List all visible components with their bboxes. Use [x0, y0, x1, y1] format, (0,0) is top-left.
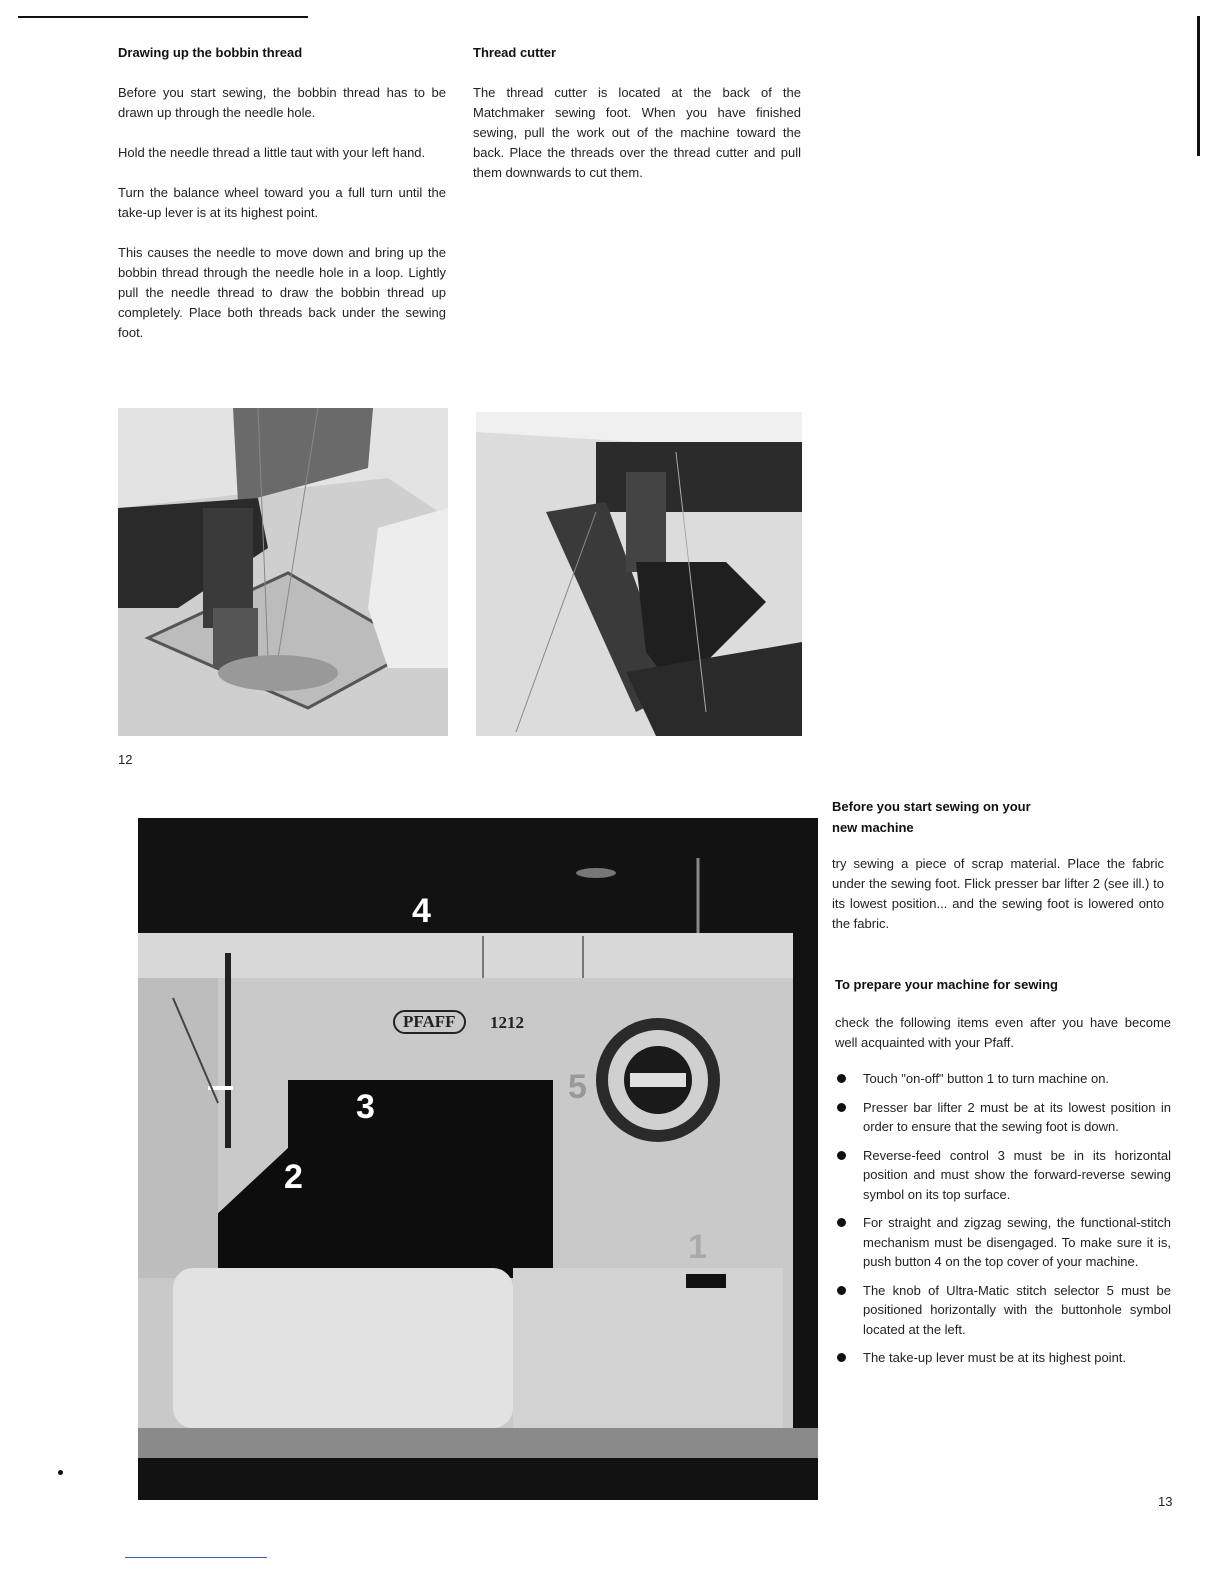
prepare-heading: To prepare your machine for sewing: [835, 977, 1058, 992]
callout-2: 2: [284, 1158, 303, 1196]
checklist-item-text: Touch "on-off" button 1 to turn machine on.: [863, 1071, 1110, 1086]
checklist-item: [835, 1213, 1171, 1272]
before-heading-line2: new machine: [832, 820, 914, 835]
callout-1: 1: [688, 1228, 707, 1266]
checklist-item-text: The take-up lever must be at its highest point.: [863, 1350, 1127, 1365]
bullet-icon: [837, 1074, 846, 1083]
bullet-icon: [837, 1151, 846, 1160]
checklist-item: [835, 1069, 1171, 1089]
cutter-section: [473, 42, 801, 183]
checklist-item-text: For straight and zigzag sewing, the functional-stitch mechanism must be disengaged. To make sure it is, push button 4 on the top cover of your machine.: [863, 1215, 1171, 1269]
cutter-photo: [476, 412, 802, 736]
before-paragraph: try sewing a piece of scrap material. Place the fabric under the sewing foot. Flick presser bar lifter 2 (see ill.) to its lowest position... and the sewing foot is lowered onto the fabric.: [832, 856, 1164, 931]
bobbin-paragraph-2: Hold the needle thread a little taut with your left hand.: [118, 145, 426, 160]
right-margin-rule: [1197, 16, 1200, 156]
bobbin-photo: [118, 408, 448, 736]
callout-5: 5: [568, 1068, 587, 1106]
cutter-paragraph: The thread cutter is located at the back of the Matchmaker sewing foot. When you have finished sewing, pull the work out of the machine toward the back. Place the threads over the thread cutter and pull them downwards to cut them.: [473, 85, 801, 180]
machine-illustration: [138, 818, 818, 1500]
checklist-item: [835, 1348, 1171, 1368]
bobbin-paragraph-4: This causes the needle to move down and bring up the bobbin thread through the needle hole in a loop. Lightly pull the needle thread to draw the bobbin thread up completely. Place both threads back under the sewing foot.: [118, 245, 446, 340]
margin-dot: [58, 1470, 63, 1475]
before-section: [832, 796, 1164, 934]
model-number: 1212: [490, 1013, 524, 1032]
checklist-item-text: The knob of Ultra-Matic stitch selector 5 must be positioned horizontally with the buttonhole symbol located at the left.: [863, 1282, 1171, 1337]
checklist-item: [835, 1146, 1171, 1205]
cutter-heading: Thread cutter: [473, 45, 557, 60]
brand-logo: PFAFF: [393, 1010, 466, 1034]
bullet-icon: [837, 1218, 846, 1227]
bullet-icon: [837, 1103, 846, 1112]
bobbin-heading: Drawing up the bobbin thread: [118, 45, 303, 60]
bullet-icon: [837, 1286, 846, 1295]
checklist-item: [835, 1098, 1171, 1137]
machine-photo: [138, 818, 818, 1500]
checklist-item-text: Presser bar lifter 2 must be at its lowest position in order to ensure that the sewing foot is down.: [863, 1099, 1171, 1134]
prepare-section: [835, 974, 1171, 1377]
bottom-rule: [125, 1557, 267, 1558]
bobbin-section: [118, 42, 446, 343]
bullet-icon: [837, 1353, 846, 1362]
top-rule: [18, 16, 308, 18]
page-number-right: 13: [1158, 1494, 1173, 1509]
prepare-checklist: [835, 1069, 1171, 1368]
callout-4: 4: [412, 892, 431, 930]
callout-3: 3: [356, 1088, 375, 1126]
page-number-left: 12: [118, 752, 133, 767]
prepare-intro: check the following items even after you have become well acquainted with your Pfaff.: [835, 1015, 1171, 1050]
bobbin-paragraph-3: Turn the balance wheel toward you a full turn until the take-up lever is at its highest point.: [118, 185, 446, 220]
checklist-item-text: Reverse-feed control 3 must be in its horizontal position and must show the forward-reverse sewing symbol on its top surface.: [863, 1147, 1171, 1202]
checklist-item: [835, 1281, 1171, 1340]
bobbin-paragraph-1: Before you start sewing, the bobbin thread has to be drawn up through the needle hole.: [118, 85, 446, 120]
before-heading-line1: Before you start sewing on your: [832, 799, 1031, 814]
